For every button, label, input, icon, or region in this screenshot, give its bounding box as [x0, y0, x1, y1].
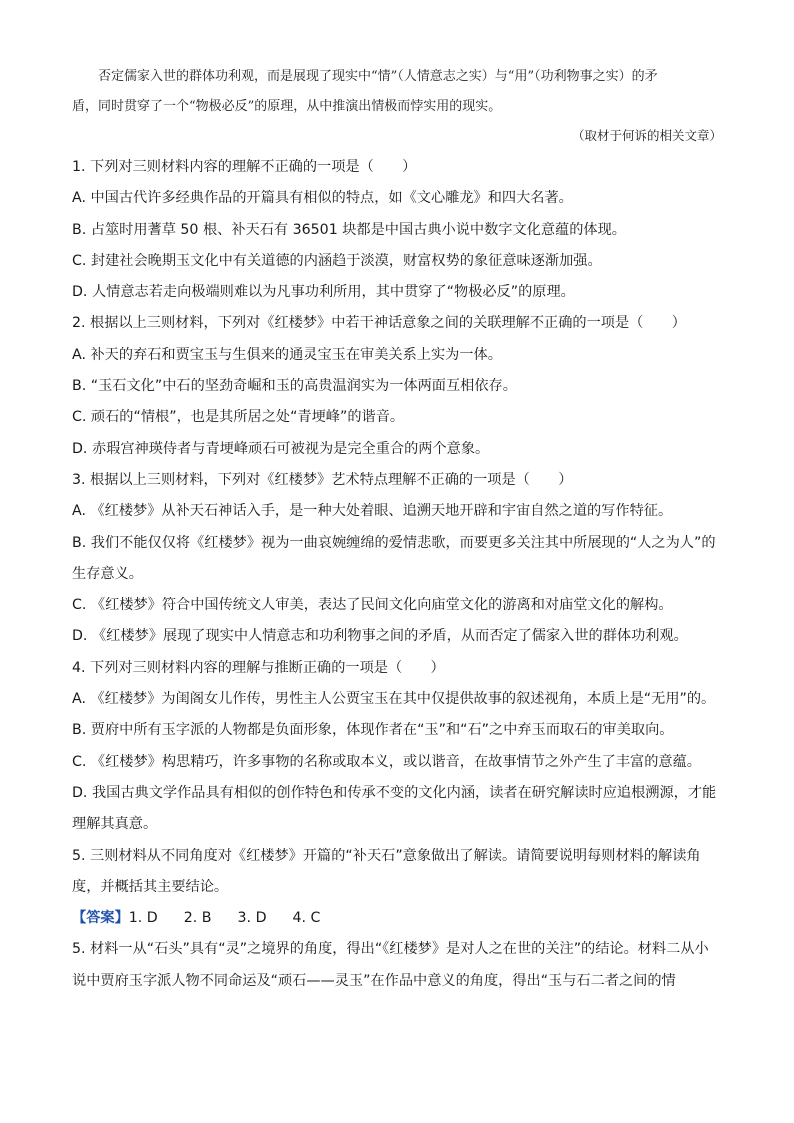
answer-item: 3. D	[237, 910, 267, 927]
question-4	[72, 653, 722, 841]
answer-item: 1. D	[128, 910, 158, 927]
question-3	[72, 465, 722, 653]
intro-line: 盾，同时贯穿了一个“物极必反”的原理，从中推演出情极而悖实用的现实。	[72, 99, 502, 114]
option-a: A. 补天的弃石和贾宝玉与生俱来的通灵宝玉在审美关系上实为一体。	[72, 346, 502, 363]
question-stem: 3. 根据以上三则材料，下列对《红楼梦》艺术特点理解不正确的一项是（ ）	[72, 471, 573, 488]
option-b: B. 贾府中所有玉字派的人物都是负面形象，体现作者在“玉”和“石”之中弃玉而取石的审美取向。	[72, 722, 674, 739]
question-stem: 1. 下列对三则材料内容的理解不正确的一项是（ ）	[72, 159, 417, 175]
intro-passage	[72, 62, 722, 122]
answer-tag: 【答案】	[72, 910, 129, 927]
intro-line: 否定儒家入世的群体功利观，而是展现了现实中“情”（人情意志之实）与“用”（功利物事之实）的矛	[98, 69, 658, 84]
option-d: D. 我国古典文学作品具有相似的创作特色和传承不变的文化内涵，读者在研究解读时应追根溯源，才能理解其真意。	[72, 784, 717, 833]
option-b: B. 我们不能仅仅将《红楼梦》视为一曲哀婉缠绵的爱情悲歌，而要更多关注其中所展现的“人之为人”的生存意义。	[72, 534, 716, 582]
option-b: B. “玉石文化”中石的坚劲奇崛和玉的高贵温润实为一体两面互相依存。	[72, 378, 517, 395]
option-d: D. 人情意志若走向极端则难以为凡事功利所用，其中贯穿了“物极必反”的原理。	[72, 284, 575, 301]
question-stem: 5. 三则材料从不同角度对《红楼梦》开篇的“补天石”意象做出了解读。请简要说明每则材料的解读角度，并概括其主要结论。	[72, 847, 701, 895]
option-d: D. 《红楼梦》展现了现实中人情意志和功利物事之间的矛盾，从而否定了儒家入世的群体功利观。	[72, 628, 688, 645]
answer-key	[72, 903, 722, 934]
document-page	[72, 62, 722, 997]
option-c: C. 《红楼梦》构思精巧，许多事物的名称或取本义，或以谐音，在故事情节之外产生了丰富的意蕴。	[72, 753, 701, 770]
answer-item: 4. C	[292, 910, 321, 927]
question-1	[72, 152, 722, 308]
answer-item: 2. B	[183, 910, 212, 927]
option-a: A. 《红楼梦》为闺阁女儿作传，男性主人公贾宝玉在其中仅提供故事的叙述视角，本质上是“无用”的。	[72, 691, 716, 708]
option-c: C. 封建社会晚期玉文化中有关道德的内涵趋于淡漠，财富权势的象征意味逐渐加强。	[72, 252, 602, 269]
answer-explanation: 5. 材料一从“石头”具有“灵”之境界的角度，得出“《红楼梦》是对人之在世的关注”的结论。材料二从小说中贾府玉字派人物不同命运及“顽石——灵玉”在作品中意义的角度，得出“玉与石二者之间的情	[72, 941, 709, 989]
option-d: D. 赤瑕宫神瑛侍者与青埂峰顽石可被视为是完全重合的两个意象。	[72, 440, 490, 457]
option-b: B. 占筮时用蓍草 50 根、补天石有 36501 块都是中国古典小说中数字文化意蕴的体现。	[72, 221, 626, 238]
question-stem: 4. 下列对三则材料内容的理解与推断正确的一项是（ ）	[72, 659, 445, 676]
question-5	[72, 841, 722, 904]
question-2	[72, 308, 722, 464]
option-a: A. 《红楼梦》从补天石神话入手，是一种大处着眼、追溯天地开辟和宇宙自然之道的写作特征。	[72, 503, 673, 520]
option-a: A. 中国古代许多经典作品的开篇具有相似的特点，如《文心雕龙》和四大名著。	[72, 190, 573, 207]
option-c: C. 顽石的“情根”，也是其所居之处“青埂峰”的谐音。	[72, 409, 405, 426]
question-stem: 2. 根据以上三则材料，下列对《红楼梦》中若干神话意象之间的关联理解不正确的一项是（ ）	[72, 315, 686, 332]
source-citation: （取材于何诉的相关文章）	[571, 128, 722, 143]
option-c: C. 《红楼梦》符合中国传统文人审美，表达了民间文化向庙堂文化的游离和对庙堂文化的解构。	[72, 597, 673, 614]
